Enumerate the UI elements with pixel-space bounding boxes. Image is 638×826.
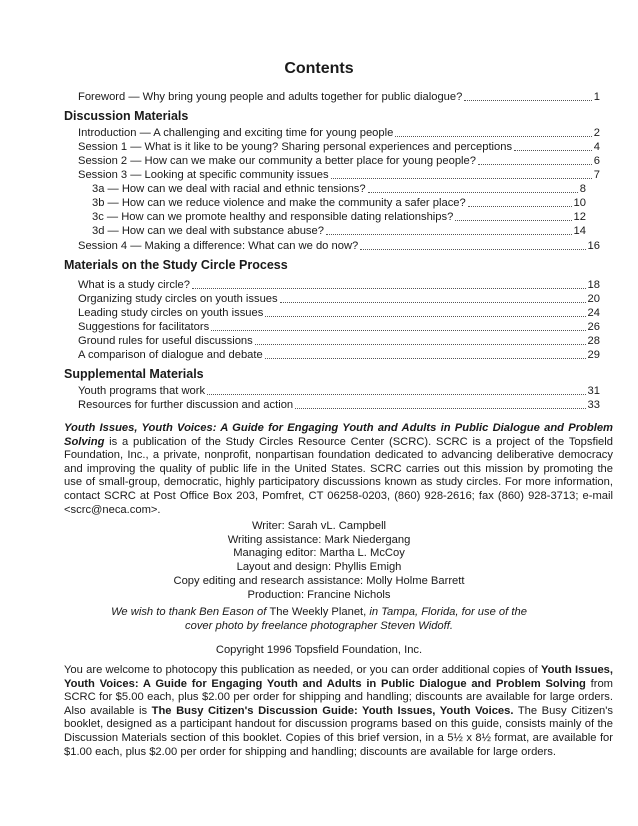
page-title: Contents [284, 60, 354, 77]
toc-entry-text: A comparison of dialogue and debate [78, 349, 263, 361]
toc-entry-text: Suggestions for facilitators [78, 321, 210, 333]
toc-page-number: 10 [573, 197, 586, 209]
toc-entry-text: Resources for further discussion and action [78, 399, 294, 411]
toc-page-number: 14 [573, 225, 586, 237]
leader-dots [280, 293, 586, 303]
leader-dots [265, 307, 585, 317]
toc-page-number: 18 [587, 279, 600, 291]
credit-line: Managing editor: Martha L. McCoy [233, 547, 405, 560]
toc-entry [78, 279, 600, 292]
toc-page-number: 26 [587, 321, 600, 333]
toc-page-number: 12 [573, 211, 586, 223]
toc-entry [78, 127, 600, 140]
toc-entry-text: Session 4 — Making a difference: What can we do now? [78, 240, 359, 252]
toc-page-number: 2 [593, 127, 600, 139]
toc-entry-foreword [78, 91, 600, 104]
toc-page-number: 28 [587, 335, 600, 347]
ordering-text: You are welcome to photocopy this publication as needed, or you can order additional copies of [64, 664, 538, 676]
credit-line: Writer: Sarah vL. Campbell [251, 520, 387, 532]
toc-section-heading: Materials on the Study Circle Process [64, 258, 288, 272]
leader-dots [255, 335, 586, 345]
publication-title: Youth Issues, Youth Voices: A Guide for Engaging Youth and Adults in Public Dialogue and Problem Solving [64, 664, 613, 690]
toc-entry-text: Leading study circles on youth issues [78, 307, 264, 319]
ordering-text: The Busy Citizen's booklet, designed as a participant handout for discussion programs based on this guide, consists mainly of the Discussion Materials section of this booklet. Copies of this brief version, in a 5½ x 8½ format, are available for $1.00 each, plus $2.00 per order for shipping and handling; discounts are available for large orders. [64, 704, 614, 758]
toc-subentry [92, 211, 586, 224]
toc-page-number: 4 [593, 141, 600, 153]
ordering-paragraph [64, 664, 613, 759]
leader-dots [464, 91, 591, 101]
leader-dots [326, 225, 572, 235]
toc-entry-text: 3d — How can we deal with substance abuse? [92, 225, 324, 237]
thanks-text: cover photo by freelance photographer Steven Widoff. [185, 619, 453, 632]
booklet-title: The Busy Citizen's Discussion Guide: Youth Issues, Youth Voices. [151, 704, 514, 717]
toc-page-number: 7 [593, 169, 600, 181]
toc-page-number: 8 [579, 183, 586, 195]
toc-entry-text: Session 1 — What is it like to be young? Sharing personal experiences and perceptions [78, 141, 513, 153]
leader-dots [514, 141, 592, 151]
toc-entry-text: Youth programs that work [78, 385, 206, 397]
toc-page-number: 6 [593, 155, 600, 167]
credits-block [0, 520, 638, 602]
about-body: is a publication of the Study Circles Resource Center (SCRC). SCRC is a project of the Topsfield Foundation, Inc., a private, nonprofit, nonpartisan foundation dedicated to advancing deliberative democracy and improving the quality of public life in the United States. SCRC carries out this mission by promoting the use of small-group, democratic, highly participatory discussions known as study circles. For more information, contact SCRC at Post Office Box 203, Pomfret, CT 06258-0203, (860) 928-2616; fax (860) 928-3713; e-mail <scrc@neca.com>. [64, 435, 613, 516]
toc-entry-text: Introduction — A challenging and exciting time for young people [78, 127, 394, 139]
copyright-line: Copyright 1996 Topsfield Foundation, Inc. [215, 644, 423, 656]
toc-subentry [92, 225, 586, 238]
credit-line: Copy editing and research assistance: Molly Holme Barrett [173, 574, 465, 587]
toc-entry [78, 307, 600, 320]
toc-entry [78, 385, 600, 398]
toc-page-number: 20 [587, 293, 600, 305]
credit-line: Writing assistance: Mark Niedergang [227, 533, 411, 546]
toc-entry-text: Ground rules for useful discussions [78, 335, 253, 347]
toc-entry-text: Session 2 — How can we make our community a better place for young people? [78, 155, 476, 167]
leader-dots [331, 169, 592, 179]
leader-dots [478, 155, 592, 165]
leader-dots [468, 197, 572, 207]
toc-entry-text: Session 3 — Looking at specific community issues [78, 169, 329, 181]
about-paragraph [64, 422, 613, 517]
toc-page-number: 33 [587, 399, 600, 411]
toc-page-number: 29 [587, 349, 600, 361]
credit-line: Layout and design: Phyllis Emigh [236, 561, 402, 574]
newspaper-name: The Weekly Planet, [269, 606, 367, 618]
toc-entry [78, 155, 600, 168]
toc-subentry [92, 183, 586, 196]
toc-entry [78, 349, 600, 362]
leader-dots [192, 279, 586, 289]
ordering-text: from SCRC for $5.00 each, plus $2.00 per order for shipping and handling; discounts are available for large orders. Also available is [64, 677, 613, 717]
toc-entry [78, 321, 600, 334]
leader-dots [360, 240, 585, 250]
leader-dots [207, 385, 585, 395]
toc-page-number: 31 [587, 385, 600, 397]
toc-entry [78, 169, 600, 182]
toc-entry-text: What is a study circle? [78, 279, 190, 291]
toc-page-number: 24 [587, 307, 600, 319]
leader-dots [265, 349, 586, 359]
toc-entry-text: Foreword — Why bring young people and adults together for public dialogue? [78, 91, 463, 103]
leader-dots [368, 183, 578, 193]
toc-section-heading: Supplemental Materials [64, 367, 204, 381]
thanks-text: We wish to thank Ben Eason of [111, 606, 267, 618]
toc-page-number: 1 [593, 91, 600, 103]
toc-entry-text: 3b — How can we reduce violence and make the community a safer place? [92, 197, 466, 209]
leader-dots [455, 211, 571, 221]
toc-page-number: 16 [587, 240, 600, 252]
leader-dots [211, 321, 585, 331]
toc-entry [78, 399, 600, 412]
publication-title: Youth Issues, Youth Voices: A Guide for Engaging Youth and Adults in Public Dialogue and Problem Solving [64, 422, 613, 448]
toc-entry-text: 3c — How can we promote healthy and responsible dating relationships? [92, 211, 454, 223]
toc-entry [78, 293, 600, 306]
toc-entry [78, 141, 600, 154]
leader-dots [395, 127, 591, 137]
toc-entry [78, 240, 600, 253]
leader-dots [295, 399, 585, 409]
toc-subentry [92, 197, 586, 210]
toc-entry-text: 3a — How can we deal with racial and ethnic tensions? [92, 183, 366, 195]
thanks-text: in Tampa, Florida, for use of the [369, 606, 527, 618]
toc-section-heading: Discussion Materials [64, 109, 189, 123]
acknowledgement [0, 606, 638, 633]
toc-entry [78, 335, 600, 348]
toc-entry-text: Organizing study circles on youth issues [78, 293, 278, 305]
credit-line: Production: Francine Nichols [247, 588, 391, 601]
